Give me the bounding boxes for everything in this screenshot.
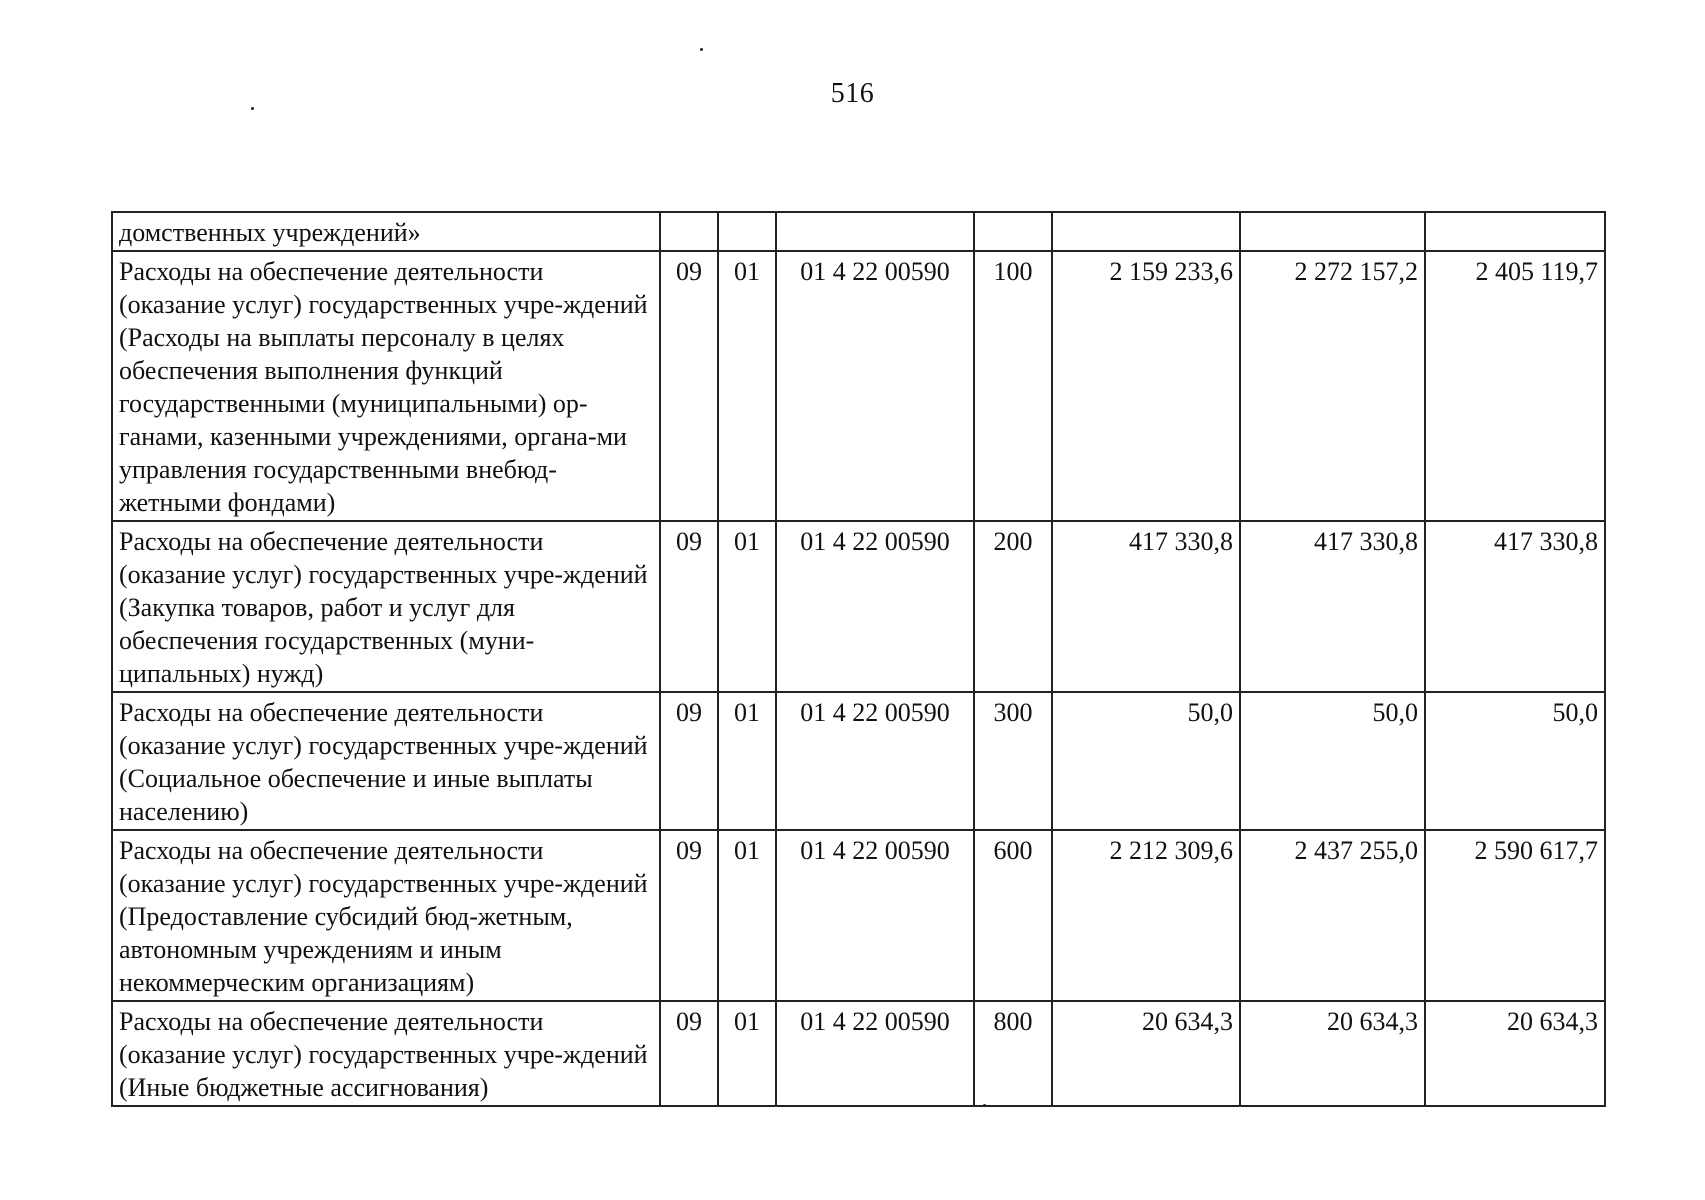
section-code: 09 [660, 830, 718, 1001]
amount-year-1: 2 212 309,6 [1052, 830, 1240, 1001]
table-row-continuation [112, 212, 1605, 251]
table-row [112, 692, 1605, 830]
empty-cell [1425, 212, 1605, 251]
row-description: Расходы на обеспечение деятельности (оказание услуг) государственных учре-ждений (Закупка товаров, работ и услуг для обеспечения государственных (муни-ципальных) нужд) [112, 521, 660, 692]
amount-year-3: 20 634,3 [1425, 1001, 1605, 1106]
amount-year-2: 417 330,8 [1240, 521, 1425, 692]
empty-cell [718, 212, 776, 251]
table-row [112, 521, 1605, 692]
subsection-code: 01 [718, 251, 776, 521]
subsection-code: 01 [718, 830, 776, 1001]
budget-expenditure-table [111, 211, 1606, 1107]
section-code: 09 [660, 521, 718, 692]
subsection-code: 01 [718, 692, 776, 830]
page-number: 516 [830, 78, 875, 109]
row-description: Расходы на обеспечение деятельности (оказание услуг) государственных учре-ждений (Иные бюджетные ассигнования) [112, 1001, 660, 1106]
row-description: домственных учреждений» [112, 212, 660, 251]
section-code: 09 [660, 1001, 718, 1106]
amount-year-1: 2 159 233,6 [1052, 251, 1240, 521]
subsection-code: 01 [718, 521, 776, 692]
table-row [112, 830, 1605, 1001]
target-article-code: 01 4 22 00590 [776, 1001, 974, 1106]
amount-year-3: 2 590 617,7 [1425, 830, 1605, 1001]
section-code: 09 [660, 692, 718, 830]
amount-year-1: 20 634,3 [1052, 1001, 1240, 1106]
amount-year-1: 417 330,8 [1052, 521, 1240, 692]
expense-type-code: 600 [974, 830, 1052, 1001]
target-article-code: 01 4 22 00590 [776, 830, 974, 1001]
expense-type-code: 300 [974, 692, 1052, 830]
amount-year-2: 50,0 [1240, 692, 1425, 830]
amount-year-3: 417 330,8 [1425, 521, 1605, 692]
empty-cell [1052, 212, 1240, 251]
row-description: Расходы на обеспечение деятельности (оказание услуг) государственных учре-ждений (Социальное обеспечение и иные выплаты населению) [112, 692, 660, 830]
empty-cell [660, 212, 718, 251]
scan-speck [700, 48, 703, 51]
table-row [112, 251, 1605, 521]
target-article-code: 01 4 22 00590 [776, 521, 974, 692]
target-article-code: 01 4 22 00590 [776, 692, 974, 830]
table-row [112, 1001, 1605, 1106]
target-article-code: 01 4 22 00590 [776, 251, 974, 521]
amount-year-3: 2 405 119,7 [1425, 251, 1605, 521]
empty-cell [776, 212, 974, 251]
amount-year-2: 2 272 157,2 [1240, 251, 1425, 521]
row-description: Расходы на обеспечение деятельности (оказание услуг) государственных учре-ждений (Предоставление субсидий бюд-жетным, автономным учреждениям и иным некоммерческим организациям) [112, 830, 660, 1001]
amount-year-1: 50,0 [1052, 692, 1240, 830]
amount-year-2: 2 437 255,0 [1240, 830, 1425, 1001]
row-description: Расходы на обеспечение деятельности (оказание услуг) государственных учре-ждений (Расходы на выплаты персоналу в целях обеспечения выполнения функций государственными (муниципальными) ор-ганами, казенными учреждениями, органа-ми управления государственными внебюд-жетными фондами) [112, 251, 660, 521]
amount-year-3: 50,0 [1425, 692, 1605, 830]
amount-year-2: 20 634,3 [1240, 1001, 1425, 1106]
empty-cell [1240, 212, 1425, 251]
scan-speck [251, 107, 254, 110]
section-code: 09 [660, 251, 718, 521]
empty-cell [974, 212, 1052, 251]
expense-type-code: 100 [974, 251, 1052, 521]
expense-type-code: 800 [974, 1001, 1052, 1106]
subsection-code: 01 [718, 1001, 776, 1106]
expense-type-code: 200 [974, 521, 1052, 692]
